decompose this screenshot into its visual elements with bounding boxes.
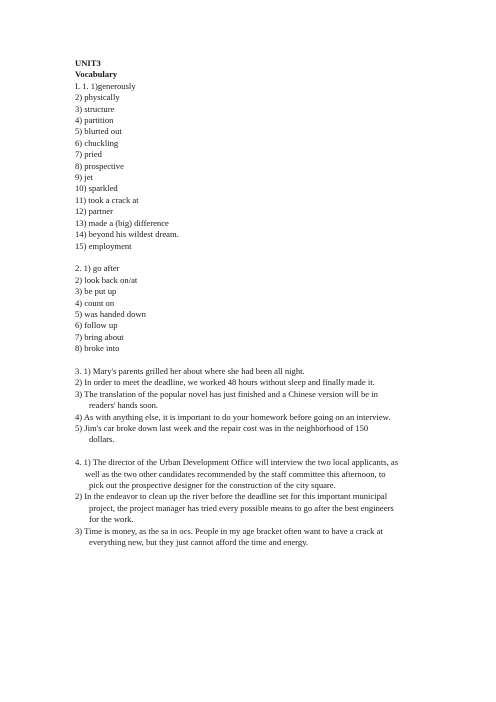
- sentence-continuation: everything new, but they just cannot afford the time and energy.: [89, 537, 309, 548]
- sentence-line: 5) Jim's car broke down last week and the repair cost was in the neighborhood of 150: [75, 422, 369, 433]
- exercise-1-list: [75, 81, 435, 252]
- exercise-3-sentences: [75, 366, 435, 446]
- sentence-line: 3. 1) Mary's parents grilled her about where she had been all night.: [75, 365, 305, 376]
- list-item: 7) bring about: [75, 331, 124, 342]
- sentence-line: 4. 1) The director of the Urban Development Office will interview the two local applicants, as: [75, 457, 399, 468]
- exercise-2-list: [75, 263, 435, 354]
- sentence-continuation: readers' hands soon.: [89, 400, 159, 411]
- spacer: [75, 252, 435, 263]
- list-item: 12) partner: [75, 206, 113, 217]
- sentence-continuation: well as the two other candidates recommended by the staff committee this afternoon, to: [85, 468, 386, 479]
- list-item: 3) structure: [75, 103, 115, 114]
- list-item: 15) employment: [75, 240, 132, 251]
- spacer: [75, 446, 435, 457]
- sentence-line: 4) As with anything else, it is important to do your homework before going on an interview.: [75, 411, 391, 422]
- sentence-continuation: dollars.: [89, 434, 115, 445]
- document-body: [75, 58, 435, 548]
- list-item: 11) took a crack at: [75, 194, 139, 205]
- list-item: 4) partition: [75, 115, 114, 126]
- sentence-continuation: pick out the prospective designer for the construction of the city square.: [89, 479, 336, 490]
- exercise-1-first-item: I. 1. 1)generously: [75, 80, 136, 91]
- list-item: 2) look back on/at: [75, 274, 138, 285]
- section-heading: Vocabulary: [75, 69, 118, 80]
- list-item: 2) physically: [75, 92, 120, 103]
- list-item: 14) beyond his wildest dream.: [75, 229, 179, 240]
- exercise-2-first-item: 2. 1) go after: [75, 263, 120, 274]
- list-item: 7) pried: [75, 149, 102, 160]
- list-item: 5) blurted out: [75, 126, 122, 137]
- list-item: 9) jet: [75, 172, 93, 183]
- sentence-line: 3) The translation of the popular novel has just finished and a Chinese version will be in: [75, 388, 378, 399]
- list-item: 8) broke into: [75, 343, 120, 354]
- sentence-continuation: project, the project manager has tried every possible means to go after the best engineers: [89, 502, 394, 513]
- list-item: 8) prospective: [75, 160, 124, 171]
- list-item: 10) sparkled: [75, 183, 118, 194]
- list-item: 4) count on: [75, 297, 115, 308]
- sentence-line: 2) In the endeavor to clean up the river before the deadline set for this important municipal: [75, 491, 388, 502]
- unit-title: UNIT3: [75, 58, 101, 68]
- list-item: 13) made a (big) difference: [75, 217, 169, 228]
- list-item: 6) follow up: [75, 320, 118, 331]
- list-item: 6) chuckling: [75, 137, 119, 148]
- sentence-line: 3) Time is money, as the sa in ocs. People in my age bracket often want to have a crack at: [75, 525, 383, 536]
- list-item: 5) was handed down: [75, 308, 146, 319]
- spacer: [75, 355, 435, 366]
- sentence-line: 2) In order to meet the deadline, we worked 48 hours without sleep and finally made it.: [75, 377, 375, 388]
- sentence-continuation: for the work.: [89, 514, 134, 525]
- list-item: 3) be put up: [75, 286, 117, 297]
- exercise-4-sentences: [75, 457, 435, 548]
